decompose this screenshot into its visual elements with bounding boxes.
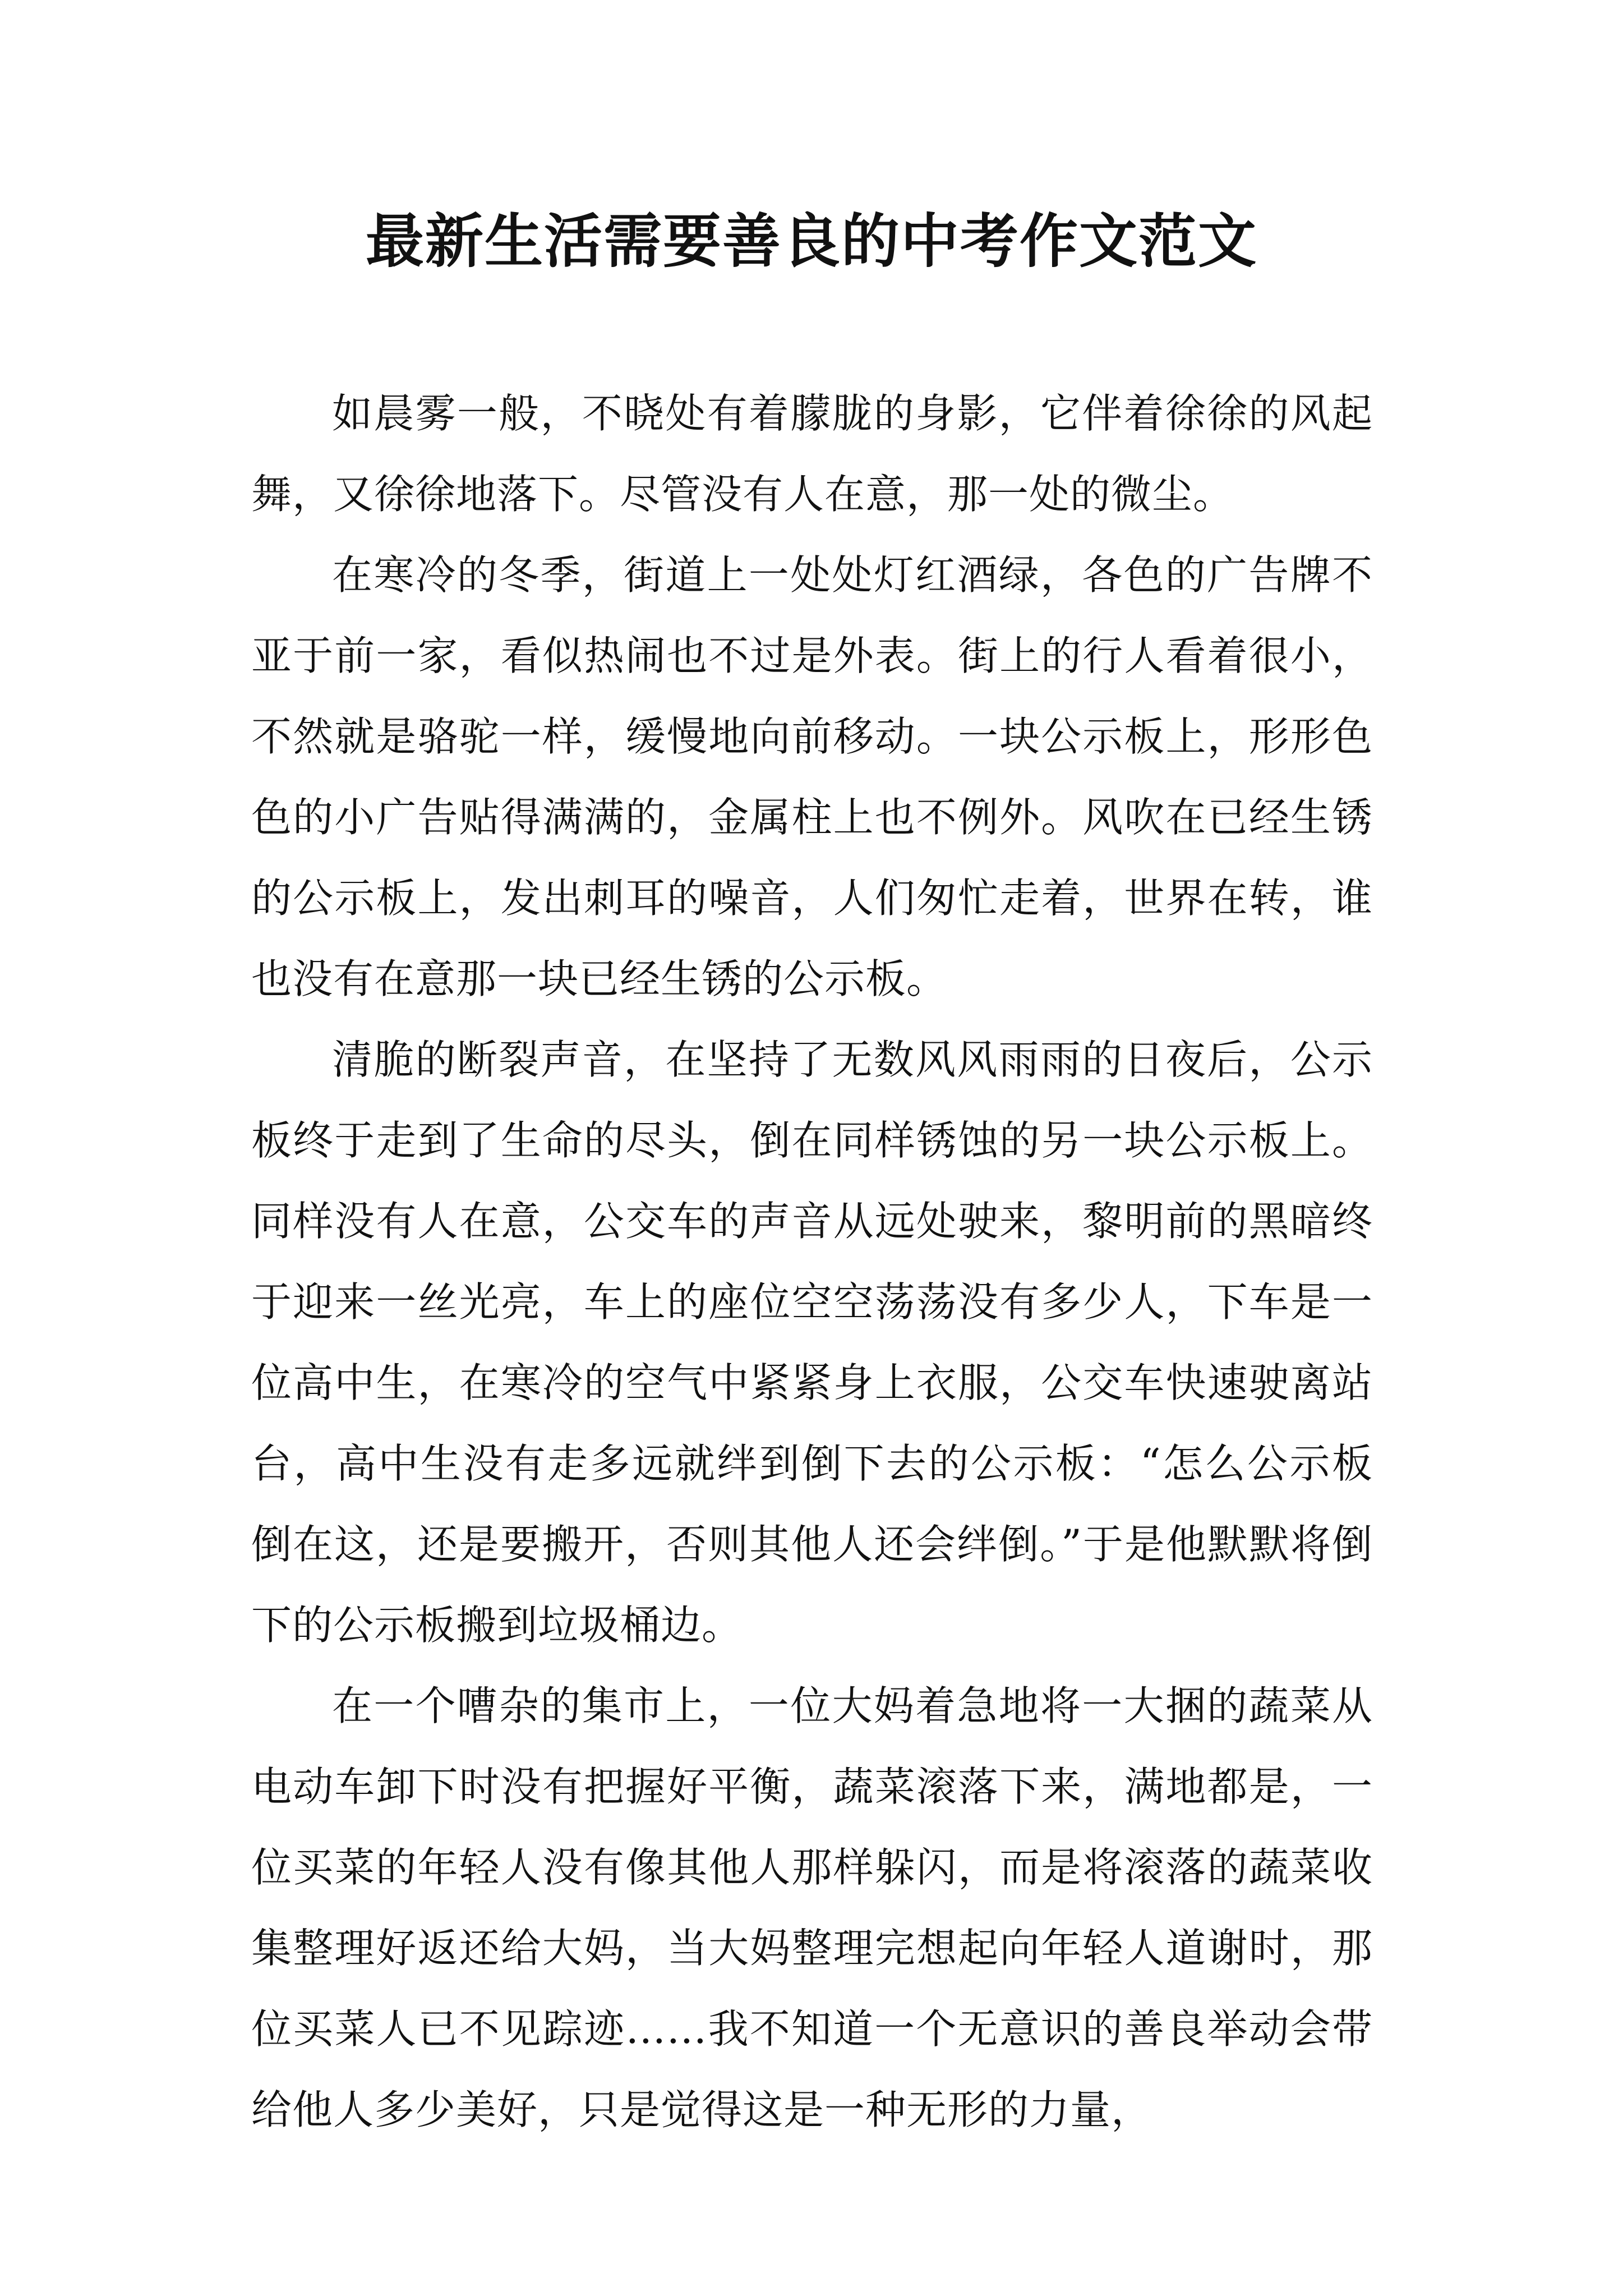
paragraph-1: 如晨雾一般，不晓处有着朦胧的身影，它伴着徐徐的风起舞，又徐徐地落下。尽管没有人在意，那一处的微尘。	[251, 390, 1373, 518]
paragraph-4: 在一个嘈杂的集市上，一位大妈着急地将一大捆的蔬菜从电动车卸下时没有把握好平衡，蔬菜滚落下来，满地都是，一位买菜的年轻人没有像其他人那样躲闪，而是将滚落的蔬菜收集整理好返还给大妈，当大妈整理完想起向年轻人道谢时，那位买菜人已不见踪迹……我不知道一个无意识的善良举动会带给他人多少美好，只是觉得这是一种无形的力量，	[251, 1682, 1373, 2133]
paragraph-2: 在寒冷的冬季，街道上一处处灯红酒绿，各色的广告牌不亚于前一家，看似热闹也不过是外表。街上的行人看着很小，不然就是骆驼一样，缓慢地向前移动。一块公示板上，形形色色的小广告贴得满满的，金属柱上也不例外。风吹在已经生锈的公示板上，发出刺耳的噪音，人们匆忙走着，世界在转，谁也没有在意那一块已经生锈的公示板。	[251, 551, 1373, 1002]
document-body	[251, 373, 1373, 2150]
paragraph-3: 清脆的断裂声音，在坚持了无数风风雨雨的日夜后，公示板终于走到了生命的尽头，倒在同样锈蚀的另一块公示板上。同样没有人在意，公交车的声音从远处驶来，黎明前的黑暗终于迎来一丝光亮，车上的座位空空荡荡没有多少人，下车是一位高中生，在寒冷的空气中紧紧身上衣服，公交车快速驶离站台，高中生没有走多远就绊到倒下去的公示板：“怎么公示板倒在这，还是要搬开，否则其他人还会绊倒。”于是他默默将倒下的公示板搬到垃圾桶边。	[251, 1036, 1373, 1649]
document-title: 最新生活需要善良的中考作文范文	[365, 206, 1257, 275]
